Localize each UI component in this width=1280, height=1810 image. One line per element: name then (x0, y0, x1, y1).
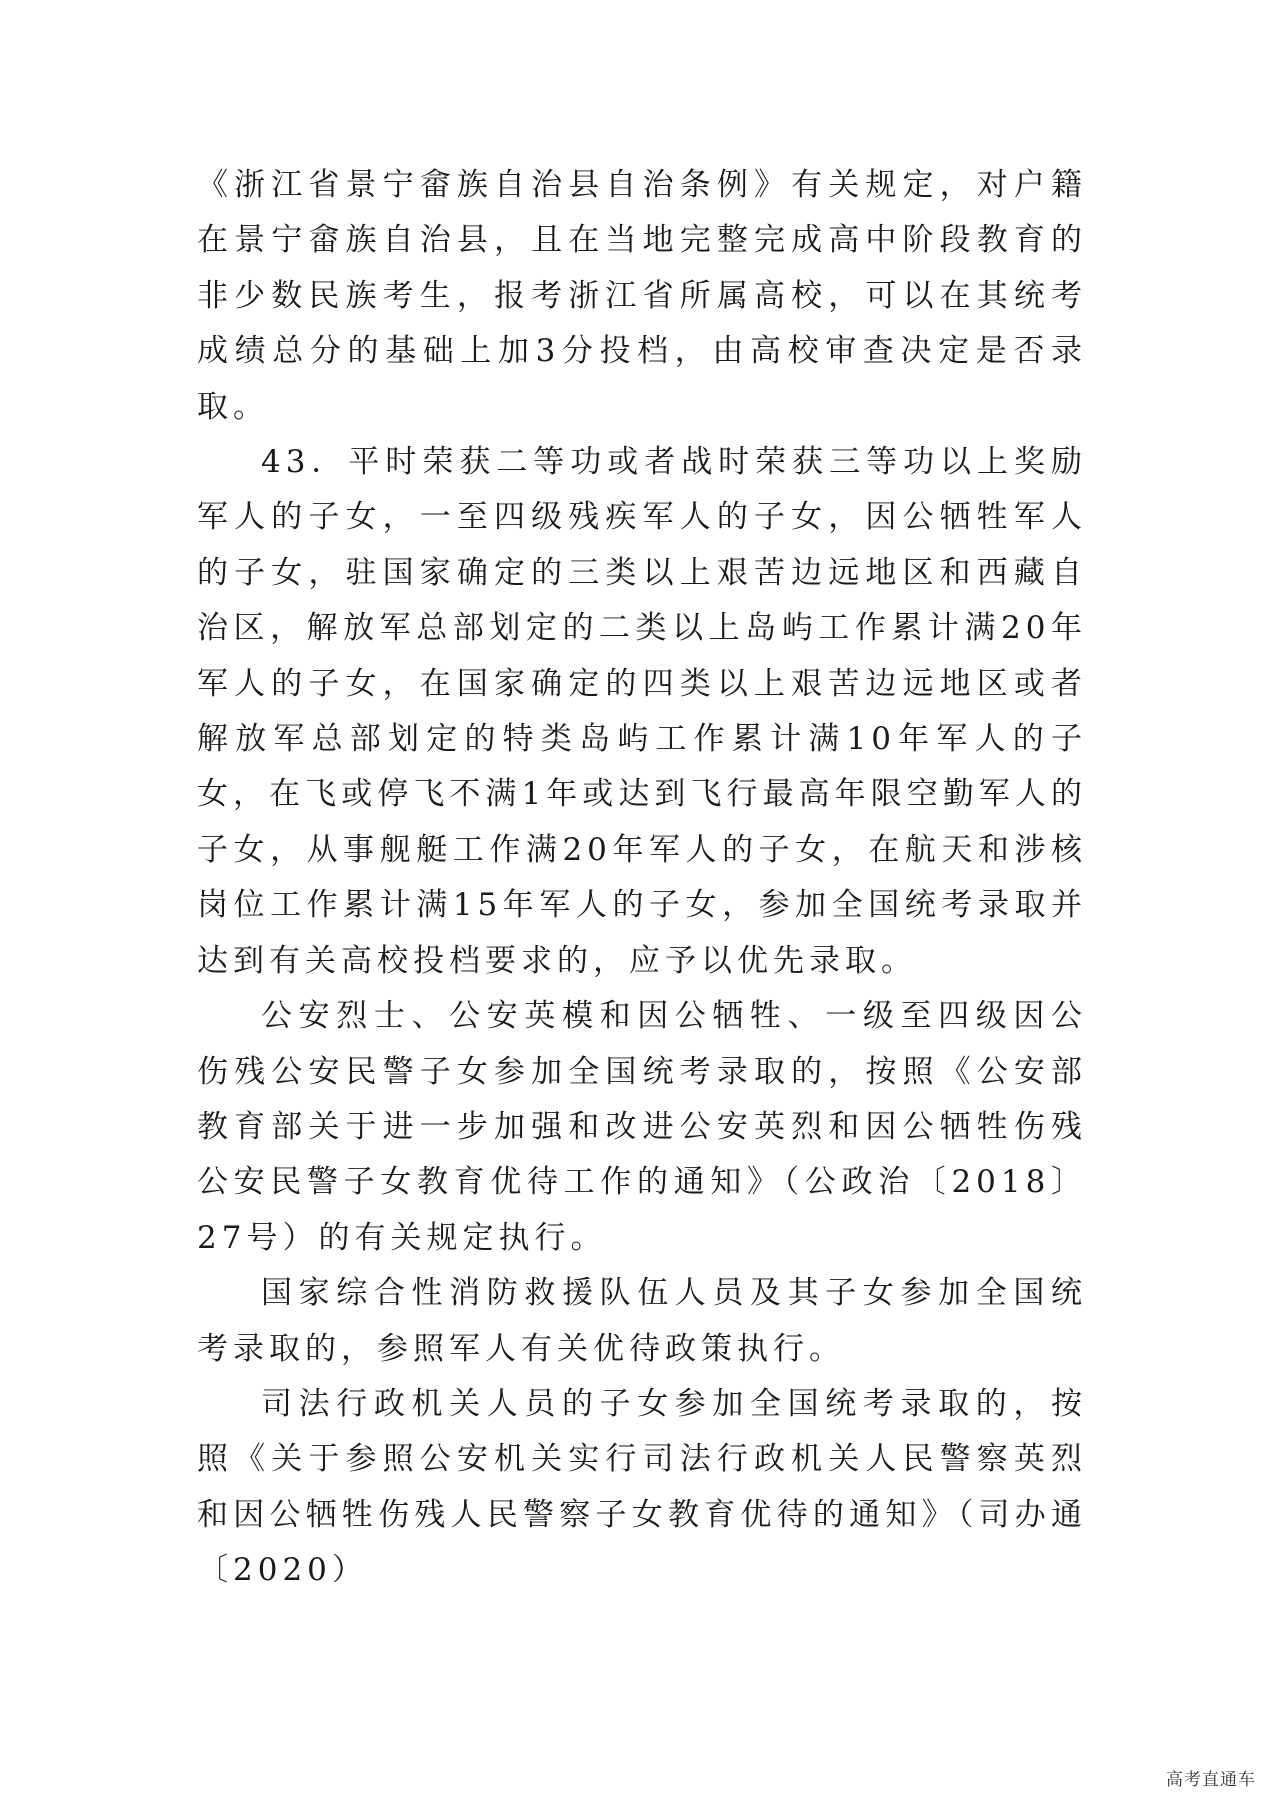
paragraph-article-43: 43．平时荣获二等功或者战时荣获三等功以上奖励军人的子女，一至四级残疾军人的子女，因公牺牲军人的子女，驻国家确定的三类以上艰苦边远地区和西藏自治区，解放军总部划定的二类以上岛屿工作累计满20年军人的子女，在国家确定的四类以上艰苦边远地区或者解放军总部划定的特类岛屿工作累计满10年军人的子女，在飞或停飞不满1年或达到飞行最高年限空勤军人的子女，从事舰艇工作满20年军人的子女，在航天和涉核岗位工作累计满15年军人的子女，参加全国统考录取并达到有关高校投档要求的，应予以优先录取。 (197, 444, 1087, 979)
watermark-label: 高考直通车 (1162, 1763, 1260, 1792)
paragraph-police-children: 公安烈士、公安英模和因公牺牲、一级至四级因公伤残公安民警子女参加全国统考录取的，按照《公安部 教育部关于进一步加强和改进公安英烈和因公牺牲伤残公安民警子女教育优待工作的通知》（公政治〔2018〕27号）的有关规定执行。 (197, 998, 1087, 1256)
document-body (197, 158, 1087, 1599)
paragraph-judicial-children: 司法行政机关人员的子女参加全国统考录取的，按照《关于参照公安机关实行司法行政机关人民警察英烈和因公牺牲伤残人民警察子女教育优待的通知》（司办通〔2020） (197, 1385, 1087, 1589)
paragraph-fire-rescue: 国家综合性消防救援队伍人员及其子女参加全国统考录取的，参照军人有关优待政策执行。 (197, 1275, 1087, 1367)
paragraph-continued: 《浙江省景宁畲族自治县自治条例》有关规定，对户籍在景宁畲族自治县，且在当地完整完成高中阶段教育的非少数民族考生，报考浙江省所属高校，可以在其统考成绩总分的基础上加3分投档，由高校审查决定是否录取。 (197, 167, 1087, 425)
